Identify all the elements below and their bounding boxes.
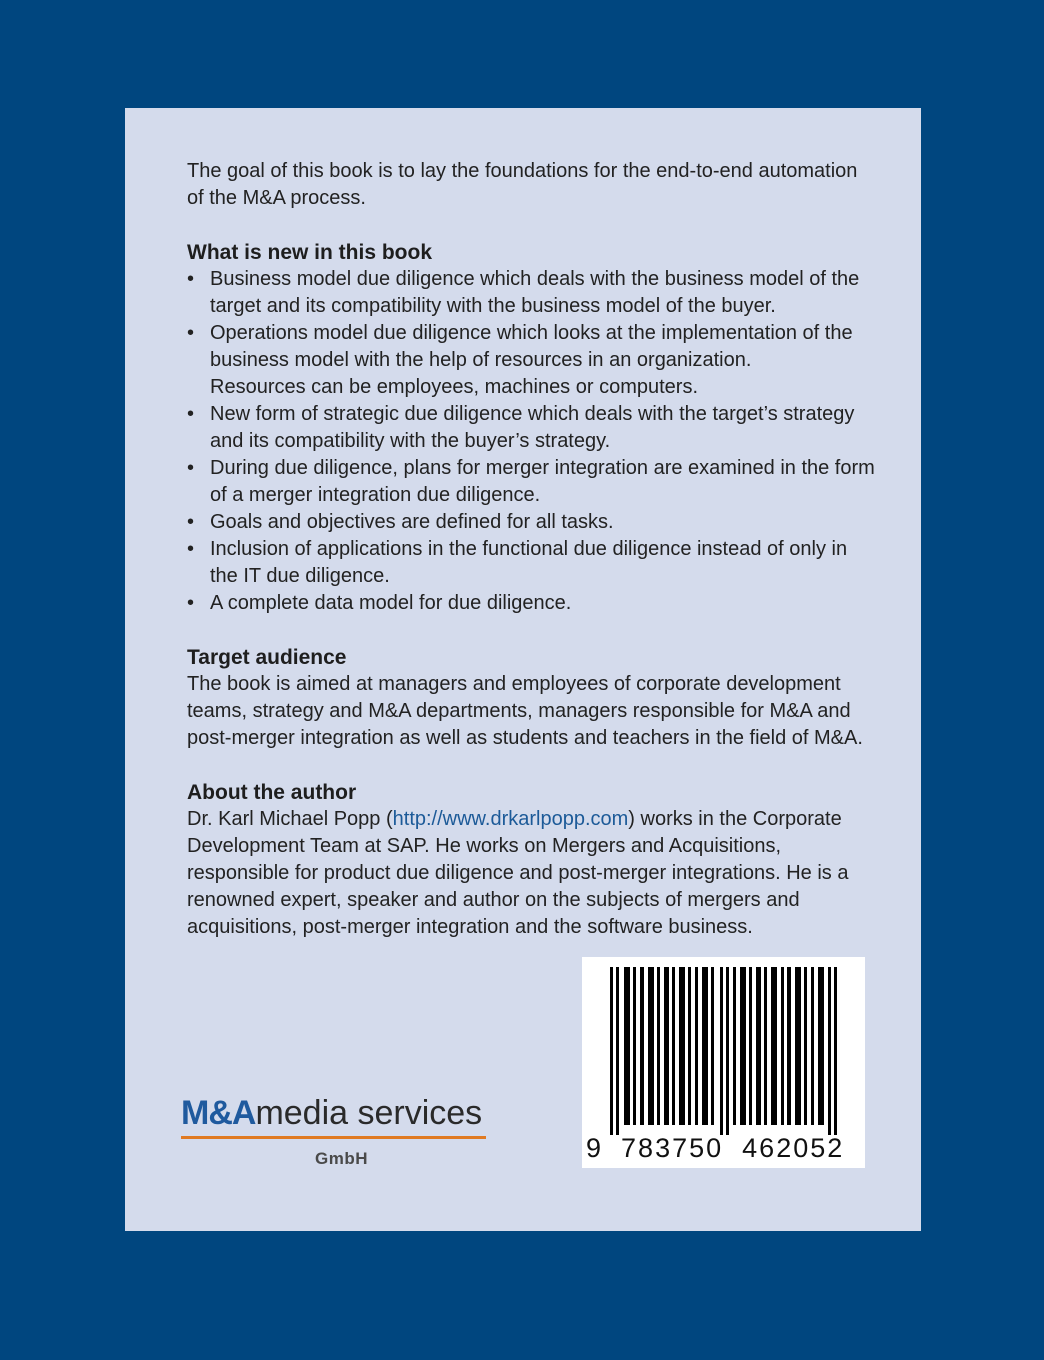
author-text: Dr. Karl Michael Popp (http://www.drkarlpopp.com) works in the Corporate Development Team at SAP. He works on Mergers and Acquisitions, responsible for product due diligence and post-merger integrations. He is a renowned expert, speaker and author on the subjects of mergers and acquisitions, post-merger integration and the software business. <box>187 808 849 938</box>
list-item: • Operations model due diligence which looks at the implementation of the business model with the help of resources in an organization. Resources can be employees, machines or computers. <box>187 320 877 401</box>
list-item: • During due diligence, plans for merger integration are examined in the form of a merger integration due diligence. <box>187 455 877 509</box>
isbn-first-digit: 9 <box>586 1133 604 1163</box>
list-item: • Goals and objectives are defined for all tasks. <box>187 509 877 536</box>
list-item: • Inclusion of applications in the functional due diligence instead of only in the IT due diligence. <box>187 536 877 590</box>
publisher-suffix: GmbH <box>315 1149 368 1168</box>
publisher-logo <box>181 1093 491 1169</box>
isbn-number <box>582 1133 865 1164</box>
list-item: • New form of strategic due diligence which deals with the target’s strategy and its compatibility with the buyer’s strategy. <box>187 401 877 455</box>
list-item-continuation: Resources can be employees, machines or computers. <box>210 376 699 398</box>
audience-heading: Target audience <box>187 646 347 669</box>
intro-text: The goal of this book is to lay the foundations for the end-to-end automation of the M&A process. <box>187 160 858 209</box>
isbn-group-1: 783750 <box>621 1133 724 1163</box>
new-features-list <box>187 266 877 617</box>
author-heading: About the author <box>187 781 357 804</box>
cover-text <box>187 158 877 941</box>
new-section-heading: What is new in this book <box>187 241 433 264</box>
back-cover-panel <box>125 108 921 1231</box>
isbn-group-2: 462052 <box>742 1133 845 1163</box>
publisher-brand: M&A <box>181 1094 256 1132</box>
list-item: • A complete data model for due diligence. <box>187 590 877 617</box>
logo-underline <box>181 1136 486 1139</box>
list-item: • Business model due diligence which deals with the business model of the target and its compatibility with the business model of the buyer. <box>187 266 877 320</box>
isbn-barcode <box>582 957 865 1168</box>
author-website-link[interactable]: http://www.drkarlpopp.com <box>392 808 629 830</box>
audience-text: The book is aimed at managers and employees of corporate development teams, strategy and M&A departments, managers responsible for M&A and post-merger integration as well as students and teachers in the field of M&A. <box>187 673 863 749</box>
publisher-name <box>181 1093 491 1133</box>
publisher-name-rest: media services <box>255 1094 483 1132</box>
